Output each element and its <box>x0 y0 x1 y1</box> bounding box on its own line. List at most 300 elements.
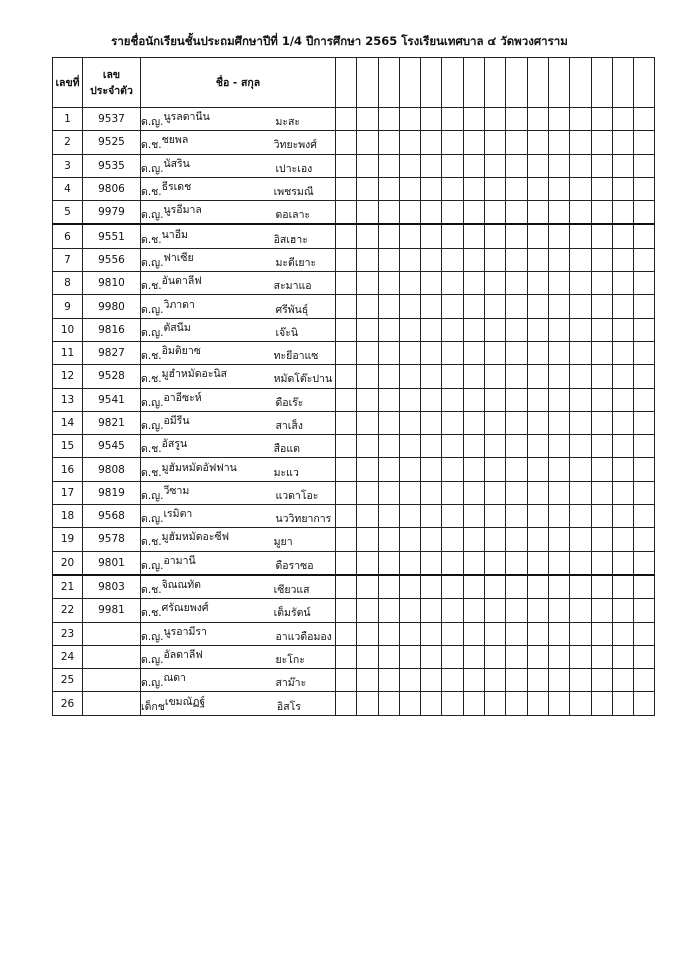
blank-cell <box>570 622 591 645</box>
student-name <box>141 692 336 715</box>
blank-cell <box>506 201 527 225</box>
blank-cell <box>548 599 569 622</box>
blank-cell <box>612 481 633 504</box>
student-id <box>83 692 141 715</box>
blank-cell <box>421 388 442 411</box>
blank-cell <box>570 528 591 551</box>
blank-cell <box>634 575 655 599</box>
first-name: วีซาม <box>163 484 190 497</box>
student-name <box>141 645 336 668</box>
blank-cell <box>485 692 506 715</box>
table-row <box>53 481 655 504</box>
blank-cell <box>591 505 612 528</box>
blank-cell <box>570 551 591 575</box>
blank-cell <box>336 318 357 341</box>
row-number: 14 <box>53 411 83 434</box>
row-number: 10 <box>53 318 83 341</box>
blank-cell <box>463 645 484 668</box>
blank-cell <box>634 599 655 622</box>
blank-cell <box>485 272 506 295</box>
blank-cell <box>421 458 442 481</box>
table-row <box>53 272 655 295</box>
blank-cell <box>442 599 463 622</box>
blank-cell <box>506 458 527 481</box>
header-number: เลขที่ <box>53 58 83 108</box>
row-number: 21 <box>53 575 83 599</box>
blank-cell <box>591 622 612 645</box>
header-blank-cell <box>463 58 484 108</box>
blank-cell <box>442 481 463 504</box>
blank-cell <box>421 318 442 341</box>
blank-cell <box>527 388 548 411</box>
header-blank-cell <box>336 58 357 108</box>
last-name: มูยา <box>273 536 293 549</box>
blank-cell <box>442 411 463 434</box>
student-name <box>141 272 336 295</box>
header-blank-cell <box>612 58 633 108</box>
blank-cell <box>485 131 506 154</box>
name-prefix: ด.ช. <box>141 466 162 479</box>
row-number: 24 <box>53 645 83 668</box>
header-blank-cell <box>634 58 655 108</box>
blank-cell <box>399 622 420 645</box>
blank-cell <box>485 318 506 341</box>
header-blank-cell <box>527 58 548 108</box>
blank-cell <box>570 669 591 692</box>
blank-cell <box>421 131 442 154</box>
blank-cell <box>357 248 378 271</box>
blank-cell <box>570 341 591 364</box>
blank-cell <box>612 295 633 318</box>
blank-cell <box>378 505 399 528</box>
header-blank-cell <box>591 58 612 108</box>
blank-cell <box>357 177 378 200</box>
blank-cell <box>399 669 420 692</box>
blank-cell <box>527 692 548 715</box>
blank-cell <box>506 622 527 645</box>
blank-cell <box>548 528 569 551</box>
first-name: วิภาดา <box>163 298 195 311</box>
header-blank-cell <box>442 58 463 108</box>
blank-cell <box>634 341 655 364</box>
blank-cell <box>506 272 527 295</box>
blank-cell <box>378 388 399 411</box>
blank-cell <box>612 131 633 154</box>
first-name: ฟาเซีย <box>163 251 194 264</box>
last-name: เปาะเอง <box>275 162 313 175</box>
header-student-id <box>83 58 141 108</box>
name-prefix: ด.ช. <box>141 233 162 246</box>
blank-cell <box>421 341 442 364</box>
blank-cell <box>634 411 655 434</box>
first-name: ชยพล <box>161 134 189 147</box>
student-name <box>141 154 336 177</box>
name-prefix: ด.ช. <box>141 443 162 456</box>
row-number: 2 <box>53 131 83 154</box>
student-name <box>141 411 336 434</box>
blank-cell <box>527 622 548 645</box>
first-name: มูฮัมหมัดอัฟฟาน <box>161 461 237 474</box>
blank-cell <box>506 341 527 364</box>
first-name: อิมติยาซ <box>161 345 201 358</box>
student-id: 9578 <box>83 528 141 551</box>
blank-cell <box>485 575 506 599</box>
blank-cell <box>570 435 591 458</box>
blank-cell <box>357 645 378 668</box>
student-id: 9810 <box>83 272 141 295</box>
student-id: 9541 <box>83 388 141 411</box>
blank-cell <box>378 575 399 599</box>
blank-cell <box>378 131 399 154</box>
blank-cell <box>634 201 655 225</box>
blank-cell <box>378 622 399 645</box>
row-number: 11 <box>53 341 83 364</box>
table-row <box>53 224 655 248</box>
first-name: เขมณัฏฐ์ <box>164 695 206 708</box>
table-body <box>53 108 655 716</box>
last-name: นววิทยาการ <box>275 513 332 526</box>
blank-cell <box>634 505 655 528</box>
blank-cell <box>399 177 420 200</box>
blank-cell <box>634 388 655 411</box>
blank-cell <box>442 458 463 481</box>
table-row <box>53 318 655 341</box>
blank-cell <box>548 692 569 715</box>
blank-cell <box>463 177 484 200</box>
student-name <box>141 551 336 575</box>
blank-cell <box>634 224 655 248</box>
last-name: อาแวดือมอง <box>275 630 332 643</box>
row-number: 26 <box>53 692 83 715</box>
blank-cell <box>336 224 357 248</box>
blank-cell <box>634 528 655 551</box>
blank-cell <box>357 201 378 225</box>
blank-cell <box>463 272 484 295</box>
blank-cell <box>506 481 527 504</box>
last-name: เพชรมณี <box>273 186 314 199</box>
last-name: วิทยะพงศ์ <box>273 139 317 152</box>
student-name <box>141 622 336 645</box>
blank-cell <box>399 201 420 225</box>
blank-cell <box>634 318 655 341</box>
blank-cell <box>591 599 612 622</box>
table-row <box>53 248 655 271</box>
blank-cell <box>336 435 357 458</box>
blank-cell <box>570 272 591 295</box>
table-row <box>53 645 655 668</box>
blank-cell <box>527 645 548 668</box>
name-prefix: ด.ช. <box>141 536 162 549</box>
blank-cell <box>548 458 569 481</box>
header-blank-cell <box>378 58 399 108</box>
blank-cell <box>527 551 548 575</box>
blank-cell <box>506 318 527 341</box>
first-name: อันดาลีฟ <box>161 275 202 288</box>
student-id: 9808 <box>83 458 141 481</box>
blank-cell <box>612 224 633 248</box>
row-number: 4 <box>53 177 83 200</box>
blank-cell <box>527 177 548 200</box>
blank-cell <box>527 108 548 131</box>
name-prefix: ด.ญ. <box>141 256 164 269</box>
student-id: 9803 <box>83 575 141 599</box>
blank-cell <box>591 551 612 575</box>
blank-cell <box>357 692 378 715</box>
last-name: อิสเฮาะ <box>273 233 308 246</box>
blank-cell <box>634 435 655 458</box>
header-blank-cell <box>399 58 420 108</box>
student-id: 9551 <box>83 224 141 248</box>
blank-cell <box>399 272 420 295</box>
blank-cell <box>612 692 633 715</box>
blank-cell <box>634 622 655 645</box>
table-row <box>53 528 655 551</box>
name-prefix: ด.ญ. <box>141 209 164 222</box>
blank-cell <box>527 154 548 177</box>
blank-cell <box>548 272 569 295</box>
blank-cell <box>570 645 591 668</box>
row-number: 9 <box>53 295 83 318</box>
first-name: นูรลดานีน <box>163 111 210 124</box>
name-prefix: ด.ช. <box>141 280 162 293</box>
blank-cell <box>463 435 484 458</box>
student-id: 9525 <box>83 131 141 154</box>
last-name: อิสโร <box>276 700 301 713</box>
blank-cell <box>378 341 399 364</box>
blank-cell <box>591 177 612 200</box>
blank-cell <box>421 248 442 271</box>
row-number: 13 <box>53 388 83 411</box>
blank-cell <box>485 481 506 504</box>
student-roster-table <box>52 57 655 716</box>
blank-cell <box>612 201 633 225</box>
blank-cell <box>336 481 357 504</box>
blank-cell <box>421 645 442 668</box>
document-title: รายชื่อนักเรียนชั้นประถมศึกษาปีที่ 1/4 ปีการศึกษา 2565 โรงเรียนเทศบาล ๔ วัดพวงศาราม <box>111 34 568 48</box>
blank-cell <box>336 411 357 434</box>
blank-cell <box>548 154 569 177</box>
blank-cell <box>421 505 442 528</box>
blank-cell <box>421 669 442 692</box>
blank-cell <box>612 108 633 131</box>
blank-cell <box>463 599 484 622</box>
blank-cell <box>442 622 463 645</box>
student-id: 9528 <box>83 365 141 388</box>
last-name: ดือราซอ <box>275 559 314 572</box>
blank-cell <box>378 458 399 481</box>
blank-cell <box>570 248 591 271</box>
blank-cell <box>336 622 357 645</box>
blank-cell <box>634 248 655 271</box>
blank-cell <box>485 108 506 131</box>
last-name: ดอเลาะ <box>275 209 311 222</box>
name-prefix: ด.ญ. <box>141 396 164 409</box>
blank-cell <box>634 551 655 575</box>
name-prefix: ด.ญ. <box>141 489 164 502</box>
student-id: 9981 <box>83 599 141 622</box>
last-name: สะมาแอ <box>273 280 312 293</box>
blank-cell <box>421 435 442 458</box>
blank-cell <box>463 224 484 248</box>
student-id: 9979 <box>83 201 141 225</box>
blank-cell <box>485 224 506 248</box>
blank-cell <box>442 224 463 248</box>
blank-cell <box>442 365 463 388</box>
blank-cell <box>506 154 527 177</box>
table-row <box>53 551 655 575</box>
blank-cell <box>336 295 357 318</box>
last-name: ทะยีอาแซ <box>273 350 319 363</box>
blank-cell <box>634 272 655 295</box>
name-prefix: ด.ญ. <box>141 559 164 572</box>
blank-cell <box>548 505 569 528</box>
blank-cell <box>378 295 399 318</box>
student-id <box>83 622 141 645</box>
blank-cell <box>634 154 655 177</box>
blank-cell <box>463 131 484 154</box>
blank-cell <box>442 248 463 271</box>
blank-cell <box>399 224 420 248</box>
blank-cell <box>485 341 506 364</box>
row-number: 18 <box>53 505 83 528</box>
blank-cell <box>612 505 633 528</box>
blank-cell <box>527 272 548 295</box>
blank-cell <box>463 669 484 692</box>
blank-cell <box>612 248 633 271</box>
blank-cell <box>357 599 378 622</box>
last-name: หมัดโต๊ะปาน <box>273 373 333 386</box>
blank-cell <box>634 108 655 131</box>
blank-cell <box>591 201 612 225</box>
blank-cell <box>378 318 399 341</box>
blank-cell <box>527 528 548 551</box>
name-prefix: ด.ญ. <box>141 420 164 432</box>
blank-cell <box>548 388 569 411</box>
blank-cell <box>357 669 378 692</box>
blank-cell <box>357 388 378 411</box>
first-name: อัลดาลีฟ <box>163 648 203 661</box>
table-row <box>53 692 655 715</box>
blank-cell <box>612 272 633 295</box>
blank-cell <box>527 248 548 271</box>
blank-cell <box>506 692 527 715</box>
blank-cell <box>591 645 612 668</box>
blank-cell <box>527 599 548 622</box>
blank-cell <box>442 131 463 154</box>
blank-cell <box>506 411 527 434</box>
blank-cell <box>421 295 442 318</box>
blank-cell <box>634 645 655 668</box>
name-prefix: ด.ช. <box>141 584 162 597</box>
blank-cell <box>570 388 591 411</box>
blank-cell <box>336 505 357 528</box>
blank-cell <box>399 528 420 551</box>
blank-cell <box>336 341 357 364</box>
student-id <box>83 669 141 692</box>
student-name <box>141 248 336 271</box>
blank-cell <box>548 411 569 434</box>
blank-cell <box>570 154 591 177</box>
blank-cell <box>442 108 463 131</box>
blank-cell <box>506 669 527 692</box>
name-prefix: ด.ญ. <box>141 653 164 666</box>
blank-cell <box>485 458 506 481</box>
blank-cell <box>421 528 442 551</box>
blank-cell <box>421 224 442 248</box>
blank-cell <box>378 201 399 225</box>
blank-cell <box>570 411 591 434</box>
blank-cell <box>485 295 506 318</box>
blank-cell <box>612 177 633 200</box>
header-blank-cell <box>485 58 506 108</box>
blank-cell <box>357 131 378 154</box>
blank-cell <box>378 481 399 504</box>
first-name: ธีรเดช <box>161 181 192 194</box>
blank-cell <box>336 108 357 131</box>
header-blank-cell <box>506 58 527 108</box>
blank-cell <box>506 248 527 271</box>
header-blank-cell <box>570 58 591 108</box>
table-header-row <box>53 58 655 108</box>
blank-cell <box>527 669 548 692</box>
blank-cell <box>527 481 548 504</box>
blank-cell <box>357 272 378 295</box>
name-prefix: ด.ญ. <box>141 116 164 129</box>
blank-cell <box>357 365 378 388</box>
student-name <box>141 458 336 481</box>
blank-cell <box>527 458 548 481</box>
blank-cell <box>442 341 463 364</box>
row-number: 23 <box>53 622 83 645</box>
blank-cell <box>399 154 420 177</box>
last-name: มะสะ <box>275 116 301 129</box>
blank-cell <box>378 224 399 248</box>
student-name <box>141 505 336 528</box>
blank-cell <box>442 154 463 177</box>
blank-cell <box>548 435 569 458</box>
blank-cell <box>399 599 420 622</box>
blank-cell <box>463 481 484 504</box>
blank-cell <box>463 248 484 271</box>
blank-cell <box>463 622 484 645</box>
blank-cell <box>570 318 591 341</box>
header-student-id-line1: เลข <box>102 68 121 81</box>
blank-cell <box>442 295 463 318</box>
blank-cell <box>463 318 484 341</box>
blank-cell <box>378 528 399 551</box>
last-name: สาเส็ง <box>275 420 303 432</box>
blank-cell <box>591 224 612 248</box>
blank-cell <box>357 505 378 528</box>
first-name: มูฮัมหมัดอะซีฟ <box>161 531 230 544</box>
blank-cell <box>612 669 633 692</box>
blank-cell <box>442 272 463 295</box>
student-id: 9801 <box>83 551 141 575</box>
blank-cell <box>399 481 420 504</box>
blank-cell <box>591 669 612 692</box>
blank-cell <box>591 458 612 481</box>
student-id: 9816 <box>83 318 141 341</box>
blank-cell <box>591 575 612 599</box>
blank-cell <box>442 201 463 225</box>
blank-cell <box>357 154 378 177</box>
blank-cell <box>463 108 484 131</box>
blank-cell <box>527 411 548 434</box>
blank-cell <box>570 505 591 528</box>
row-number: 22 <box>53 599 83 622</box>
blank-cell <box>634 177 655 200</box>
table-row <box>53 365 655 388</box>
